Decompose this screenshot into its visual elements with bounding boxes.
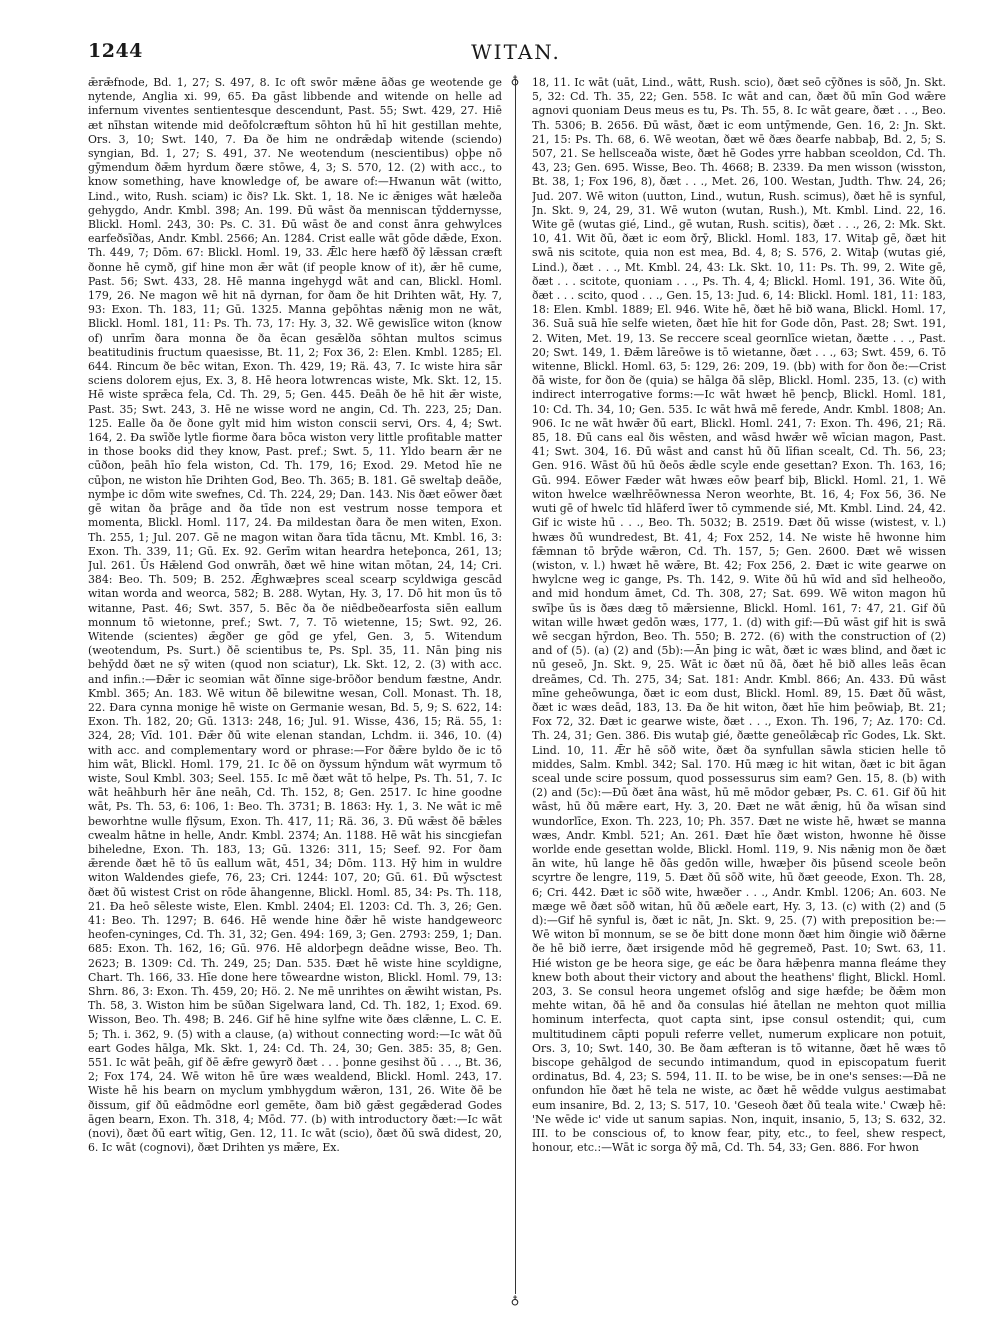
column-divider <box>515 80 516 1294</box>
running-head: WITAN. <box>471 40 561 64</box>
column-ornament-bottom-icon: ♁ <box>510 1293 520 1307</box>
right-column-text: 18, 11. Ic wāt (uāt, Lind., wātt, Rush. scio), ðæt seō cȳðnes is sōð, Jn. Skt. 5, 32: Cd. Th. 35, 22; Gen. 558. Ic wāt and can, ðæt ðū mīn God wǣre agnovi quoniam Deus meus es tu, Ps. Th. 55, 8. Ic wāt geare, ðæt . . ., Beo. Th. 5306; B. 2656. Ðū wāst, ðæt ic eom untȳmende, Gen. 16, 2: Jn. Skt. 21, 15: Ps. Th. 68, 6. Wē weotan, ðæt wē ðæs ðearfe nabbaþ, Bd. 2, 5; S. 507, 21. Se hellsceaða wiste, ðæt hē Godes yrre habban sceoldon, Cd. Th. 43, 23; Gen. 695. Wisse, Beo. Th. 4668; B. 2339. Ða men wisson (wisston, Bt. 38, 1; Fox 196, 8), ðæt . . ., Met. 26, 100. Westan, Judth. Thw. 24, 26; Jud. 207. Wē witon (uutton, Lind., wutun, Rush. scimus), ðæt hē is synful, Jn. Skt. 9, 24, 29, 31. Wē wuton (wutan, Rush.), Mt. Kmbl. Lind. 22, 16. Wite gē (wutas gié, Lind., gē wutan, Rush. scitis), ðæt . . ., 26, 2: Mk. Skt. 10, 41. Wit ðū, ðæt ic eom ðrȳ, Blickl. Homl. 183, 17. Witaþ gē, ðæt hit swā nis scitote, quia non est mea, Bd. 4, 8; S. 576, 2. Witaþ (wutas gié, Lind.), ðæt . . ., Mt. Kmbl. 24, 43: Lk. Skt. 10, 11: Ps. Th. 99, 2. Wite gē, ðæt . . . scitote, quoniam . . ., Ps. Th. 4, 4; Blickl. Homl. 191, 36. Wite ðū, ðæt . . . scito, quod . . ., Gen. 15, 13: Jud. 6, 14: Blickl. Homl. 181, 11: 183, 18: Elen. Kmbl. 1889; El. 946. Wite hē, ðæt hē bið wana, Blickl. Homl. 17, 36. Suā suā hīe selfe wieten, ðæt hīe hit for Gode dōn, Past. 28; Swt. 191, 2. Witen, Met. 19, 13. Se reccere sceal geornlīce wietan, ðætte . . ., Past. 20; Swt. 149, 1. Ðǣm lāreōwe is tō wietanne, ðæt . . ., 63; Swt. 459, 6. Tō witenne, Blickl. Homl. 63, 5: 129, 26: 209, 19. (bb) with for ðon ðe:—Crist ðā wiste, for ðon ðe (quia) se hālga ðā slēp, Blickl. Homl. 235, 13. (c) with indirect interrogative forms:—Ic wāt hwæt hē þencþ, Blickl. Homl. 181, 10: Cd. Th. 34, 10; Gen. 535. Ic wāt hwā mē ferede, Andr. Kmbl. 1808; An. 906. Ic ne wāt hwǣr ðū eart, Blickl. Homl. 241, 7: Exon. Th. 496, 21; Rä. 85, 18. Ðū cans eal ðis wēsten, and wāsd hwǣr wē wīcian magon, Past. 41; Swt. 304, 16. Ðū wāst and canst hū ðū līfian scealt, Cd. Th. 56, 23; Gen. 916. Wāst ðū hū ðeōs ǣdle scyle ende gesettan? Exon. Th. 163, 16; Gū. 994. Eōwer Fæder wāt hwæs eōw þearf biþ, Blickl. Homl. 21, 1. Wē witon hwelce wælhrēōwnessa Neron weorhte, Bt. 16, 4; Fox 56, 36. Ne wuti gē of hwelc tīd hlāferd īwer tō cymmende sié, Mt. Kmbl. Lind. 24, 42. Gif ic wiste hū . . ., Beo. Th. 5032; B. 2519. Ðæt ðū wisse (wistest, v. l.) hwæs ðū wundredest, Bt. 41, 4; Fox 252, 14. Ne wiste hē hwonne him fǣmnan tō brȳde wǣron, Cd. Th. 157, 5; Gen. 2600. Ðæt wē wissen (wiston, v. l.) hwæt hē wǣre, Bt. 42; Fox 256, 2. Ðæt ic wite gearwe on hwylcne weg ic gange, Ps. Th. 142, 9. Wite ðū hū wīd and sīd helheoðo, and mid hondum āmet, Cd. Th. 308, 27; Sat. 699. Wē witon magon hū swīþe ūs is ðæs dæg tō mǣrsienne, Blickl. Homl. 161, 7: 47, 21. Gif ðū witan wille hwæt gedōn wæs, 177, 1. (d) with gif:—Ðū wāst gif hit is swā wē secgan hȳrdon, Beo. Th. 550; B. 272. (6) with the construction of (2) and of (5). (a) (2) and (5b):—Ān þing ic wāt, ðæt ic wæs blind, and ðæt ic nū geseō, Jn. Skt. 9, 25. Wāt ic ðæt nū ðā, ðæt hē bið alles leās ēcan dreāmes, Cd. Th. 275, 34; Sat. 181: Andr. Kmbl. 866; An. 433. Ðū wāst mīne geheōwunga, ðæt ic eom dust, Blickl. Homl. 89, 15. Ðæt ðū wāst, ðæt ic wæs deād, 183, 13. Ða ðe hit witon, ðæt hīe him þeōwiaþ, Bt. 21; Fox 72, 32. Ðæt ic gearwe wiste, ðæt . . ., Exon. Th. 196, 7; Az. 170: Cd. Th. 24, 31; Gen. 386. Ðis wutaþ gié, ðætte geneōlǣcaþ rīc Godes, Lk. Skt. Lind. 10, 11. Ǣr hē sōð wite, ðæt ða synfullan sāwla sticien helle tō middes, Salm. Kmbl. 342; Sal. 170. Hū mæg ic hit witan, ðæt ic bit āgan sceal unde scire possum, quod possessurus sim eam? Gen. 15, 8. (b) with (2) and (5c):—Ðū ðæt āna wāst, hū mē mōdor gebær, Ps. C. 61. Gif ðū hit wāst, hū ðū mǣre eart, Hy. 3, 20. Ðæt ne wāt ǣnig, hū ða wīsan sind wundorlīce, Exon. Th. 223, 10; Ph. 357. Ðæt ne wiste hē, hwæt se manna wæs, Andr. Kmbl. 521; An. 261. Ðæt hīe ðæt wiston, hwonne hē ðisse worlde ende gesettan wolde, Blickl. Homl. 119, 9. Nis nǣnig mon ðe ðæt ān wite, hū lange hē ðās gedōn wille, hwæþer ðis þūsend sceole beōn scyrtre ðe lengre, 119, 5. Ðæt ðū sōð wite, hū ðæt geeode, Exon. Th. 28, 6; Cri. 442. Ðæt ic sōð wite, hwæðer . . ., Andr. Kmbl. 1206; An. 603. Ne mæge wē ðæt sōð witan, hū ðū æðele eart, Hy. 3, 13. (c) with (2) and (5 d):—Gif hē synful is, ðæt ic nāt, Jn. Skt. 9, 25. (7) with preposition be:—Wē witon bī monnum, se se ðe bitt done monn ðæt him ðingie wið ðǣrne ðe hē bið ierre, ðæt irsigende mōd hē gegremeð, Past. 10; Swt. 63, 11. Hié wiston ge be heora sige, ge eác be ðara hǣþenra manna fleáme they knew both about their victory and about the heathens' flight, Blickl. Homl. 203, 3. Se consul heora ungemet ofslōg and sige hæfde; be ðǣm mon mehte witan, ðā hē and ða consulas hié ātellan ne mehton quot millia hominum interfecta, quot capta sint, ipse consul ostendit; qui, cum multitudinem cāpti populi referre vellet, numerum explicare non potuit, Ors. 3, 10; Swt. 140, 30. Be ðam æfteran is tō witanne, ðæt hē wæs tō biscope gehālgod de secundo intimandum, quod in episcopatum fuerit ordinatus, Bd. 4, 23; S. 594, 11. II. to be wise, be in one's senses:—Ðā ne onfundon hīe ðæt hē tela ne wiste, ac ðæt hē wēdde vulgus aestimabat eum insanire, Bd. 2, 13; S. 517, 10. 'Geseoh ðæt ðū teala wite.' Cwæþ hē: 'Ne wēde ic' vide ut sanum sapias. Non, inquit, insanio, 5, 13; S. 632, 32. III. to be conscious of, to know fear, pity, etc., to feel, shew respect, honour, etc.:—Wāt ic sorga ðȳ mā, Cd. Th. 54, 33; Gen. 886. For hwon <box>532 76 946 1155</box>
right-column <box>532 76 946 1298</box>
page-header <box>88 30 944 64</box>
left-column-text: ǣrǣfnode, Bd. 1, 27; S. 497, 8. Ic oft swōr mǣne āðas ge weotende ge nytende, Anglia xi. 99, 65. Ða gāst libbende and witende on helle ad infernum viventes sentientesque descendunt, Past. 55; Swt. 429, 27. Hiē æt nīhstan witende mid deōfolcræftum sōhton hū hī hit gestillan mehte, Ors. 3, 10; Swt. 140, 7. Ða ðe him ne ondrǣdaþ witende (sciendo) syngian, Bd. 1, 27; S. 491, 37. Ne weotendum (nescientibus) oþþe nō gȳmendum ðǣm hyrdum ðære stōwe, 4, 3; S. 570, 12. (2) with acc., to know something, have knowledge of, be aware of:—Hwanun wāt (witto, Lind., wito, Rush. sciam) ic ðis? Lk. Skt. 1, 18. Ne ic ǣniges wāt hæleða gehygdo, Andr. Kmbl. 398; An. 199. Ðū wāst ða menniscan tȳddernysse, Blickl. Homl. 243, 30: Ps. C. 31. Ðū wāst ðe and const ānra gehwylces earfeðsīðas, Andr. Kmbl. 2566; An. 1284. Crist ealle wāt gōde dǣde, Exon. Th. 449, 7; Dōm. 67: Blickl. Homl. 19, 33. Ǣlc here hæfð ðȳ lǣssan cræft ðonne hē cymð, gif hine mon ǣr wāt (if people know of it), ǣr hē cume, Past. 56; Swt. 433, 28. Hē manna ingehygd wāt and can, Blickl. Homl. 179, 26. Ne magon wē hit nā dyrnan, for ðam ðe hit Drihten wāt, Hy. 7, 93: Exon. Th. 183, 11; Gū. 1325. Manna geþōhtas nǣnig mon ne wāt, Blickl. Homl. 181, 11: Ps. Th. 73, 17: Hy. 3, 32. Wē gewislīce witon (know of) unrīm ðara monna ðe ða ēcan gesǣlða sōhtan multos scimus beatitudinis fructum quaesisse, Bt. 11, 2; Fox 36, 2: Elen. Kmbl. 1285; El. 644. Rincum ðe bēc witan, Exon. Th. 429, 19; Rä. 43, 7. Ic wiste hira sār sciens dolorem ejus, Ex. 3, 8. Hē heora lotwrencas wiste, Mk. Skt. 12, 15. Hē wiste sprǣca fela, Cd. Th. 29, 5; Gen. 445. Ðeāh ðe hē hit ǣr wiste, Past. 35; Swt. 243, 3. Hē ne wisse word ne angin, Cd. Th. 223, 25; Dan. 125. Ealle ða ðe ðone gylt mid him wiston conscii servi, Ors. 4, 4; Swt. 164, 2. Ða swīðe lytle fiorme ðara bōca wiston very little profitable matter in those books did they know, Past. pref.; Swt. 5, 11. Yldo bearn ǣr ne cūðon, þeāh hīo fela wiston, Cd. Th. 179, 16; Exod. 29. Metod hīe ne cūþon, ne wiston hīe Drihten God, Beo. Th. 365; B. 181. Gē sweltaþ deāðe, nymþe ic dōm wite swefnes, Cd. Th. 224, 29; Dan. 143. Nis ðæt eōwer ðæt gē witan ða þrāge and ða tīde non est vestrum nosse tempora et momenta, Blickl. Homl. 117, 24. Ða mildestan ðara ðe men witen, Exon. Th. 255, 1; Jul. 207. Gē ne magon witan ðara tīda tācnu, Mt. Kmbl. 16, 3: Exon. Th. 339, 11; Gū. Ex. 92. Gerīm witan heardra heteþonca, 261, 13; Jul. 261. Ūs Hǣlend God onwrāh, ðæt wē hine witan mōtan, 24, 14; Cri. 384: Beo. Th. 509; B. 252. Ǣghwæþres sceal scearp scyldwiga gescād witan worda and weorca, 582; B. 288. Wytan, Hy. 3, 17. Dō hit mon ūs tō witanne, Past. 46; Swt. 357, 5. Bēc ða ðe niēdbeðearfosta siēn eallum monnum tō wietonne, pref.; Swt. 7, 7. Tō wietenne, 15; Swt. 92, 26. Witende (scientes) ǣgðer ge gōd ge yfel, Gen. 3, 5. Witendum (weotendum, Ps. Surt.) ðē scientibus te, Ps. Spl. 35, 11. Nān þing nis behȳdd ðæt ne sȳ witen (quod non sciatur), Lk. Skt. 12, 2. (3) with acc. and infin.:—Ðǣr ic seomian wāt ðīnne sige-brōðor bendum fæstne, Andr. Kmbl. 365; An. 183. Wē witun ðē bilewitne wesan, Coll. Monast. Th. 18, 22. Ðara cynna monige hē wiste on Germanie wesan, Bd. 5, 9; S. 622, 14: Exon. Th. 182, 20; Gū. 1313: 248, 16; Jul. 91. Wisse, 436, 15; Rä. 55, 1: 324, 28; Vīd. 101. Ðǣr ðū wite elenan standan, Lchdm. ii. 346, 10. (4) with acc. and complementary word or phrase:—For ðǣre byldo ðe ic tō him wāt, Blickl. Homl. 179, 21. Ic ðē on ðyssum hȳndum wāt wyrmum tō wiste, Soul Kmbl. 303; Seel. 155. Ic mē ðæt wāt tō helpe, Ps. Th. 51, 7. Ic wāt heāhburh hēr āne neāh, Cd. Th. 152, 8; Gen. 2517. Ic hine goodne wāt, Ps. Th. 53, 6: 106, 1: Beo. Th. 3731; B. 1863: Hy. 1, 3. Ne wāt ic mē beworhtne wulle flȳsum, Exon. Th. 417, 11; Rä. 36, 3. Ðū wǣst ðē bǣles cwealm hātne in helle, Andr. Kmbl. 2374; An. 1188. Hē wāt his sincgiefan biheledne, Exon. Th. 183, 13; Gū. 1326: 311, 15; Seef. 92. For ðam ǣrende ðæt hē tō ūs eallum wāt, 451, 34; Dōm. 113. Hȳ him in wuldre witon Waldendes giefe, 76, 23; Cri. 1244: 107, 20; Gū. 61. Ðū wȳsctest ðæt ðū wistest Crist on rōde āhangenne, Blickl. Homl. 85, 34: Ps. Th. 118, 21. Ða heō sēleste wiste, Elen. Kmbl. 2404; El. 1203: Cd. Th. 3, 26; Gen. 41: Beo. Th. 1297; B. 646. Hē wende hine ðǣr hē wiste handgeweorc heofen-cyninges, Cd. Th. 31, 32; Gen. 494: 169, 3; Gen. 2793: 259, 1; Dan. 685: Exon. Th. 162, 16; Gū. 976. Hē aldorþegn deādne wisse, Beo. Th. 2623; B. 1309: Cd. Th. 249, 25; Dan. 535. Ðæt hē wiste hine scyldigne, Chart. Th. 166, 33. Hīe done here tōweardne wiston, Blickl. Homl. 79, 13: Shrn. 86, 3: Exon. Th. 459, 20; Hö. 2. Ne mē unrihtes on ǣwiht wistan, Ps. Th. 58, 3. Wiston him be sūðan Sigelwara land, Cd. Th. 182, 1; Exod. 69. Wisson, Beo. Th. 498; B. 246. Gif hē hine sylfne wite ðæs clǣnne, L. C. E. 5; Th. i. 362, 9. (5) with a clause, (a) without connecting word:—Ic wāt ðū eart Godes hālga, Mk. Skt. 1, 24: Cd. Th. 24, 30; Gen. 385: 35, 8; Gen. 551. Ic wāt þeāh, gif ðē ǣfre gewyrð ðæt . . . þonne gesihst ðū . . ., Bt. 36, 2; Fox 174, 24. Wē witon hē ūre wæs wealdend, Blickl. Homl. 243, 17. Wiste hē his bearn on myclum ymbhygdum wǣron, 131, 26. Wite ðē be ðissum, gif ðū eādmōdne eorl gemēte, ðam bið gǣst gegǣderad Godes āgen bearn, Exon. Th. 318, 4; Mōd. 77. (b) with introductory ðæt:—Ic wāt (novi), ðæt ðū eart wītig, Gen. 12, 11. Ic wāt (scio), ðæt ðū swā didest, 20, 6. Ic wāt (cognovi), ðæt Drihten ys mǣre, Ex. <box>88 76 502 1155</box>
page-number: 1244 <box>88 40 143 62</box>
left-column <box>88 76 502 1298</box>
column-ornament-top-icon: ♁ <box>510 73 520 87</box>
